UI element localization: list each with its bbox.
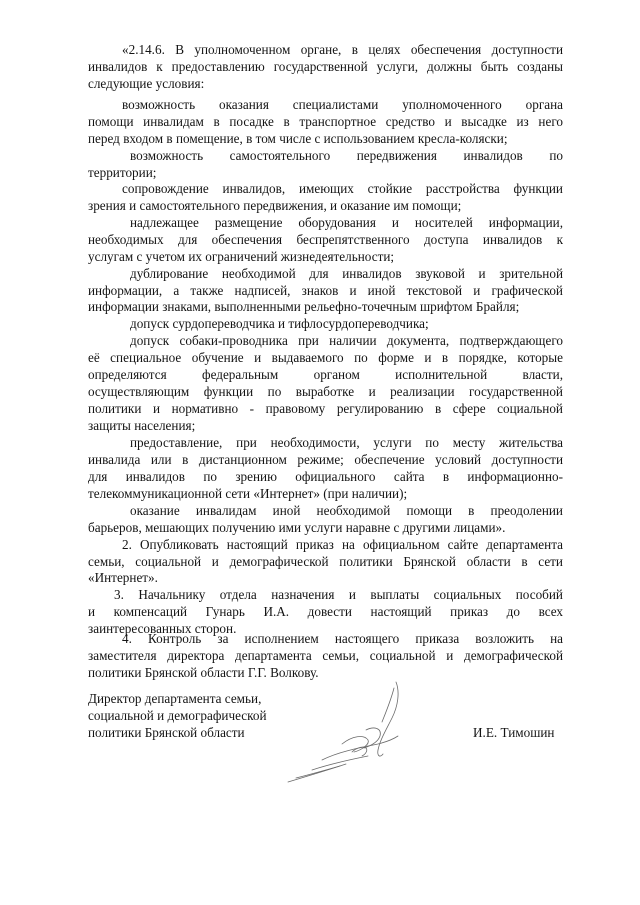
text-line: допуск собаки-проводника при наличии документа, подтверждающего [130, 333, 563, 348]
text-line: информации знаками, выполненными рельефно-точечным шрифтом Брайля; [88, 299, 520, 314]
text-line: помощи инвалидам в посадке в транспортное средство и высадке из него [88, 114, 563, 129]
text-line: заместителя директора департамента семьи, социальной и демографической [88, 648, 563, 663]
signatory-name: И.Е. Тимошин [473, 725, 555, 740]
text-line: политики Брянской области Г.Г. Волкову. [88, 665, 319, 680]
text-line: и компенсаций Гунарь И.А. довести настоящий приказ до всех [88, 604, 563, 619]
text-line: возможность самостоятельного передвижения инвалидов по [130, 148, 563, 163]
text-line: телекоммуникационной сети «Интернет» (при наличии); [88, 486, 408, 501]
text-line: 2. Опубликовать настоящий приказ на официальном сайте департамента [122, 537, 563, 552]
text-line: «Интернет». [88, 570, 158, 585]
signatory-position-line: социальной и демографической [88, 708, 267, 723]
text-line: оказание инвалидам иной необходимой помощи в преодолении [130, 503, 563, 518]
text-line: услугам с учетом их ограничений жизнедеятельности; [88, 249, 395, 264]
text-line: семьи, социальной и демографической политики Брянской области в сети [88, 554, 563, 569]
text-line: барьеров, мешающих получению ими услуги наравне с другими лицами». [88, 520, 506, 535]
text-line: заинтересованных сторон. [88, 621, 237, 636]
text-line: следующие условия: [88, 76, 205, 91]
text-line: зрения и самостоятельного передвижения, и оказание им помощи; [88, 198, 462, 213]
text-line: возможность оказания специалистами уполномоченного органа [122, 97, 563, 112]
text-line: для инвалидов по зрению официального сайта в информационно- [88, 469, 563, 484]
text-line: политики и нормативно - правовому регулированию в сфере социальной [88, 401, 563, 416]
text-line: предоставление, при необходимости, услуги по месту жительства [130, 435, 563, 450]
handwritten-signature [282, 678, 422, 788]
text-line: сопровождение инвалидов, имеющих стойкие расстройства функции [122, 181, 563, 196]
text-line: 4. Контроль за исполнением настоящего приказа возложить на [122, 631, 563, 646]
text-line: защиты населения; [88, 418, 196, 433]
text-line: определяются федеральным органом исполнительной власти, [88, 367, 563, 382]
signatory-position-line: политики Брянской области [88, 725, 245, 740]
text-line: инвалида или в дистанционном режиме; обеспечение условий доступности [88, 452, 563, 467]
text-line: перед входом в помещение, в том числе с использованием кресла-коляски; [88, 131, 508, 146]
text-line: «2.14.6. В уполномоченном органе, в целях обеспечения доступности [122, 42, 563, 57]
text-line: допуск сурдопереводчика и тифлосурдопереводчика; [130, 316, 429, 331]
text-line: её специальное обучение и выдаваемого по форме и в порядке, которые [88, 350, 563, 365]
text-line: территории; [88, 165, 157, 180]
text-line: необходимых для обеспечения беспрепятственного доступа инвалидов к [88, 232, 563, 247]
text-line: надлежащее размещение оборудования и носителей информации, [130, 215, 563, 230]
text-line: дублирование необходимой для инвалидов звуковой и зрительной [130, 266, 563, 281]
signatory-position-line: Директор департамента семьи, [88, 691, 262, 706]
text-line: информации, а также надписей, знаков и иной текстовой и графической [88, 283, 563, 298]
text-line: осуществляющим функции по выработке и реализации государственной [88, 384, 563, 399]
text-line: инвалидов к предоставлению государственной услуги, должны быть созданы [88, 59, 563, 74]
text-line: 3. Начальнику отдела назначения и выплаты социальных пособий [114, 587, 563, 602]
